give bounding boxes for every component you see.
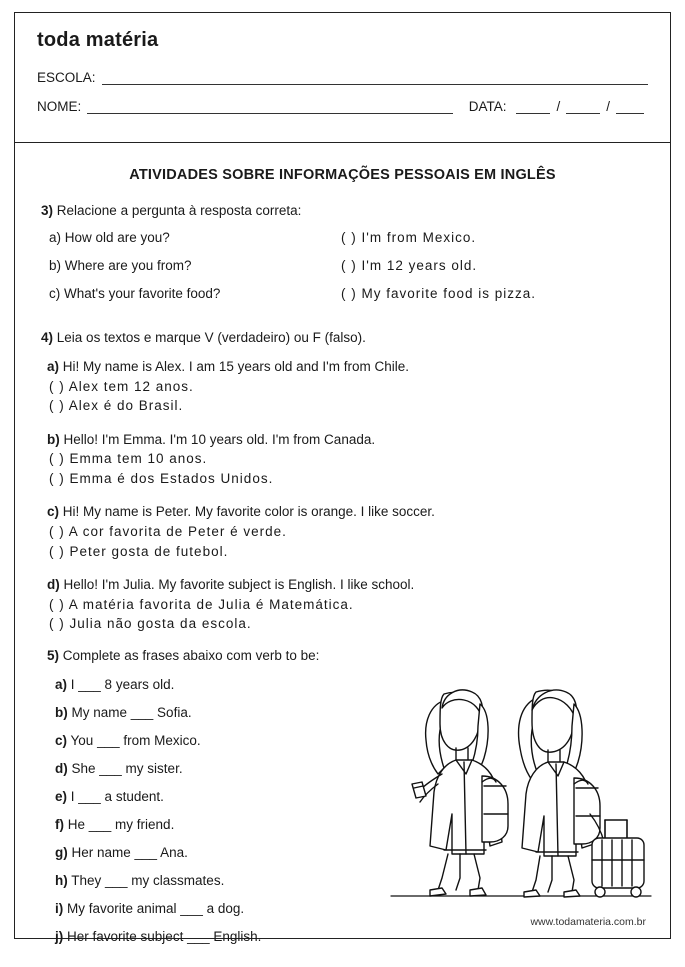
question-4-number: 4) bbox=[41, 330, 54, 345]
true-false-statement bbox=[41, 430, 644, 450]
data-month-input[interactable] bbox=[566, 100, 600, 114]
fill-item-letter: d) bbox=[55, 760, 68, 776]
question-5-number: 5) bbox=[47, 647, 60, 663]
two-girls-walking-with-suitcase-illustration bbox=[386, 664, 656, 904]
block-letter: d) bbox=[47, 577, 60, 593]
fill-item-letter: i) bbox=[55, 900, 64, 916]
true-false-block bbox=[41, 430, 644, 489]
block-text: Hello! I'm Emma. I'm 10 years old. I'm from Canada. bbox=[63, 431, 376, 447]
fill-item-letter: h) bbox=[55, 872, 68, 888]
worksheet-header bbox=[15, 13, 670, 143]
fill-item-text: He ___ my friend. bbox=[67, 816, 175, 832]
fill-item-letter: e) bbox=[55, 788, 68, 804]
block-letter: b) bbox=[47, 431, 60, 447]
match-row bbox=[41, 230, 644, 245]
nome-label: NOME: bbox=[37, 99, 82, 114]
escola-input-line[interactable] bbox=[102, 71, 648, 85]
nome-data-field-row bbox=[37, 99, 648, 114]
true-false-option[interactable]: ( ) A matéria favorita de Julia é Matemática. bbox=[49, 596, 354, 612]
question-3-text: Relacione a pergunta à resposta correta: bbox=[56, 203, 302, 218]
true-false-block bbox=[41, 575, 644, 634]
match-row bbox=[41, 286, 644, 301]
fill-item-letter: b) bbox=[55, 704, 68, 720]
true-false-statement bbox=[41, 502, 644, 522]
true-false-option[interactable]: ( ) Emma tem 10 anos. bbox=[49, 451, 208, 467]
fill-item-text: Her favorite subject ___ English. bbox=[67, 928, 262, 944]
question-4-prompt bbox=[41, 330, 644, 345]
fill-item-text: I ___ 8 years old. bbox=[70, 676, 175, 692]
footer-url: www.todamateria.com.br bbox=[530, 916, 646, 928]
block-letter: c) bbox=[47, 504, 60, 520]
nome-input-line[interactable] bbox=[87, 100, 452, 114]
true-false-option[interactable]: ( ) Alex é do Brasil. bbox=[49, 398, 184, 414]
escola-label: ESCOLA: bbox=[37, 70, 96, 85]
match-answer[interactable]: ( ) I'm 12 years old. bbox=[341, 258, 478, 273]
fill-item-letter: g) bbox=[55, 844, 68, 860]
data-slash-2: / bbox=[606, 99, 610, 114]
brand-logo: toda matéria bbox=[37, 29, 159, 51]
data-year-input[interactable] bbox=[616, 100, 644, 114]
match-question: a) How old are you? bbox=[49, 230, 170, 245]
true-false-option[interactable]: ( ) Peter gosta de futebol. bbox=[49, 543, 229, 559]
spacer bbox=[41, 314, 644, 330]
true-false-option[interactable]: ( ) A cor favorita de Peter é verde. bbox=[49, 523, 287, 539]
fill-item-text: My name ___ Sofia. bbox=[71, 704, 192, 720]
true-false-block bbox=[41, 502, 644, 561]
data-day-input[interactable] bbox=[516, 100, 550, 114]
data-label: DATA: bbox=[468, 99, 507, 114]
fill-item-letter: c) bbox=[55, 732, 68, 748]
question-3-number: 3) bbox=[41, 203, 54, 218]
escola-field-row bbox=[37, 70, 648, 85]
match-answer[interactable]: ( ) I'm from Mexico. bbox=[341, 230, 477, 245]
fill-item-text: Her name ___ Ana. bbox=[71, 844, 188, 860]
fill-item-text: I ___ a student. bbox=[70, 788, 164, 804]
fill-item-letter: j) bbox=[55, 928, 64, 944]
true-false-option[interactable]: ( ) Emma é dos Estados Unidos. bbox=[49, 470, 274, 486]
true-false-statement bbox=[41, 357, 644, 377]
match-question: c) What's your favorite food? bbox=[49, 286, 221, 301]
question-3-prompt bbox=[41, 203, 644, 218]
fill-item-letter: f) bbox=[55, 816, 64, 832]
data-slash-1: / bbox=[556, 99, 561, 114]
fill-in-item[interactable] bbox=[41, 929, 644, 944]
block-letter: a) bbox=[47, 359, 60, 374]
true-false-statement bbox=[41, 575, 644, 595]
fill-item-text: They ___ my classmates. bbox=[71, 872, 225, 888]
true-false-option[interactable]: ( ) Alex tem 12 anos. bbox=[49, 378, 194, 394]
fill-item-letter: a) bbox=[55, 676, 68, 692]
data-field-group bbox=[453, 99, 648, 114]
block-text: Hi! My name is Alex. I am 15 years old and I'm from Chile. bbox=[62, 359, 409, 374]
fill-item-text: She ___ my sister. bbox=[71, 760, 183, 776]
block-text: Hello! I'm Julia. My favorite subject is English. I like school. bbox=[63, 577, 415, 593]
worksheet-sheet bbox=[14, 12, 671, 944]
match-question: b) Where are you from? bbox=[49, 258, 192, 273]
question-4-text: Leia os textos e marque V (verdadeiro) ou F (falso). bbox=[56, 330, 366, 345]
block-text: Hi! My name is Peter. My favorite color is orange. I like soccer. bbox=[62, 504, 435, 520]
fill-item-text: My favorite animal ___ a dog. bbox=[67, 900, 245, 916]
question-5-text: Complete as frases abaixo com verb to be: bbox=[62, 647, 320, 663]
true-false-option[interactable]: ( ) Julia não gosta da escola. bbox=[49, 616, 252, 632]
match-row bbox=[41, 258, 644, 273]
match-answer[interactable]: ( ) My favorite food is pizza. bbox=[341, 286, 537, 301]
question-5-prompt bbox=[41, 648, 644, 663]
fill-item-text: You ___ from Mexico. bbox=[70, 732, 201, 748]
page-title: ATIVIDADES SOBRE INFORMAÇÕES PESSOAIS EM INGLÊS bbox=[129, 167, 556, 183]
true-false-block bbox=[41, 357, 644, 416]
worksheet-content bbox=[15, 143, 670, 944]
